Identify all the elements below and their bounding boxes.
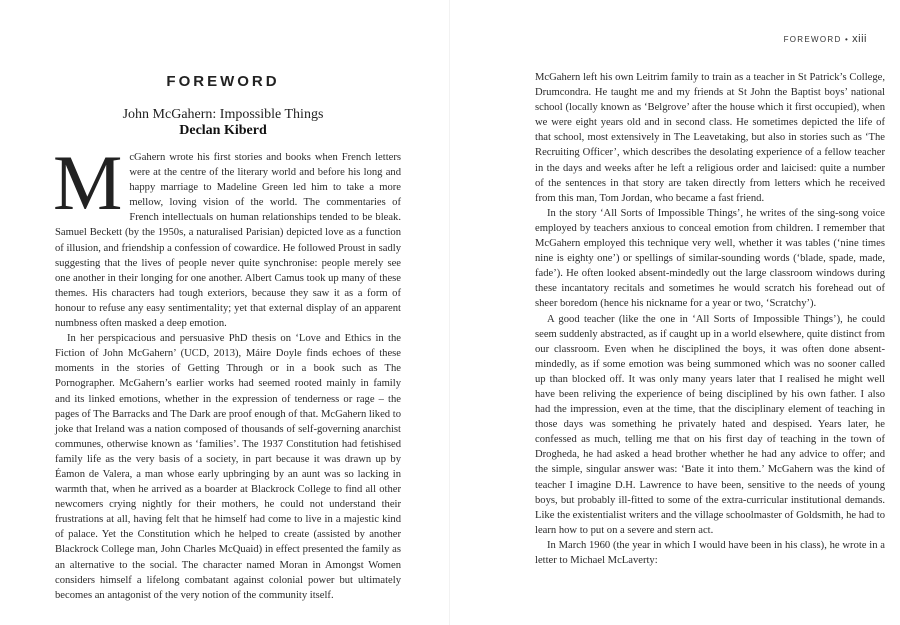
right-page <box>450 0 900 625</box>
right-body-text <box>535 70 885 568</box>
chapter-title: FOREWORD <box>166 73 280 90</box>
left-body-text <box>53 139 401 603</box>
body-paragraph <box>53 139 401 331</box>
body-paragraph: In March 1960 (the year in which I would have been in his class), he wrote in a letter to Michael McLaverty: <box>535 539 885 566</box>
author-name: Declan Kiberd <box>179 123 267 138</box>
drop-cap: M <box>53 139 123 226</box>
body-paragraph: McGahern left his own Leitrim family to train as a teacher in St Patrick’s College, Drumcondra. He taught me and my friends at St John the Baptist boys’ national school (locally known as ‘Belgrove’ after the house which it first occupied), when we were eight years old and in second class. He sometimes depicted the life of that school, most extensively in The Leavetaking, but also in stories such as ‘The Recruiting Officer’, which describes the desolating experience of a fellow teacher in the days and weeks after he left a religious order and laicised: quite a number of the sentences in that story are taken directly from letters which he received from this man, Tom Jordan, who became a fast friend. <box>535 72 885 204</box>
page-number: xiii <box>852 33 867 45</box>
paragraph-text: cGahern wrote his first stories and books when French letters were at the centre of the literary world and before his long and happy marriage to Madeline Green led him to take a more mellow, loving vision of the world. The commentaries of French intellectuals on human relationships tended to be bleak. Samuel Beckett (by the 1950s, a naturalised Parisian) depicted love as a function of illusion, and friendship a confession of cowardice. He followed Proust in sadly suggesting that the lives of people never quite synchronise: people merely see one another in their longing for one another. Albert Camus took up many of these themes. His characters had tough exteriors, because they saw it as a form of honour to refuse any easy sentimentality; yet that external display of an apparent numbness often masked a deep emotion. <box>55 152 401 330</box>
foreword-subtitle: John McGahern: Impossible Things <box>122 107 324 122</box>
body-paragraph: In her perspicacious and persuasive PhD thesis on ‘Love and Ethics in the Fiction of John McGahern’ (UCD, 2013), Máire Doyle finds echoes of these moments in the stories of Getting Through or in a book such as The Pornographer. McGahern’s earlier works had seemed rooted mainly in family and its linked emotions, whether in the expression of tenderness or rage – the pages of The Barracks and The Dark are proof enough of that. McGahern liked to joke that Ireland was a nation composed of thousands of self-governing anarchist communes, otherwise known as ‘families’. The 1937 Constitution had fetishised family life as the very basis of a society, in part because it was drawn up by Éamon de Valera, a man whose early upbringing by an aunt was so lacking in warmth that, when he arrived as a boarder at Blackrock College to find all other newcomers crying nightly for their mothers, he could not understand their frustrations at all, having felt that he himself had come to live in a majestic kind of palace. Yet the Constitution which he helped to create (assisted by another Blackrock College man, John Charles McQuaid) in effect presented the family as an alternative to the social. The character named Moran in Amongst Women considers himself a lifelong combatant against colonial power but ultimately becomes an antagonist of the very notion of the community itself. <box>55 333 401 601</box>
body-paragraph: In the story ‘All Sorts of Impossible Things’, he writes of the sing-song voice employed by teachers anxious to conceal emotion from children. I remember that McGahern employed this technique very well, whether it was tables (‘nine times nine is eighty one’) or spellings of similar-sounding words (‘blade, spade, made, fade’). He often looked absent-mindedly out the large classroom windows during these incantatory recitals and sometimes he would scratch his forehead out of sheer boredom (hence his nickname for a year or two, ‘Scratchy’). <box>535 207 885 310</box>
body-paragraph: A good teacher (like the one in ‘All Sorts of Impossible Things’), he could seem suddenly abstracted, as if caught up in a world elsewhere, quite distinct from our classroom. Even when he disciplined the boys, it was often done absent-mindedly, as if some emotion was being summoned which was no sooner called up than blocked off. It was only many years later that I realised he might well have been reliving the experience of being disciplined by his own father. I also had the impression, even at the time, that the disciplinary element of teaching in those days was something he privately hated and despised. Years later, he confessed as much, telling me that on his first day of teaching in the town of Drogheda, he had asked a head brother whether he had any advice to offer; and the simple, singular answer was: ‘Bate it into them.’ McGahern was the kind of teacher I imagine D.H. Lawrence to have been, sensitive to the needs of young boys, but probably ill-fitted to some of the extra-curricular institutional demands. Like the existentialist writers and the village schoolmaster of Goldsmith, he had to learn how to put on a severe and stern act. <box>535 313 885 536</box>
running-head <box>784 33 867 45</box>
running-head-title: FOREWORD • <box>783 35 850 44</box>
